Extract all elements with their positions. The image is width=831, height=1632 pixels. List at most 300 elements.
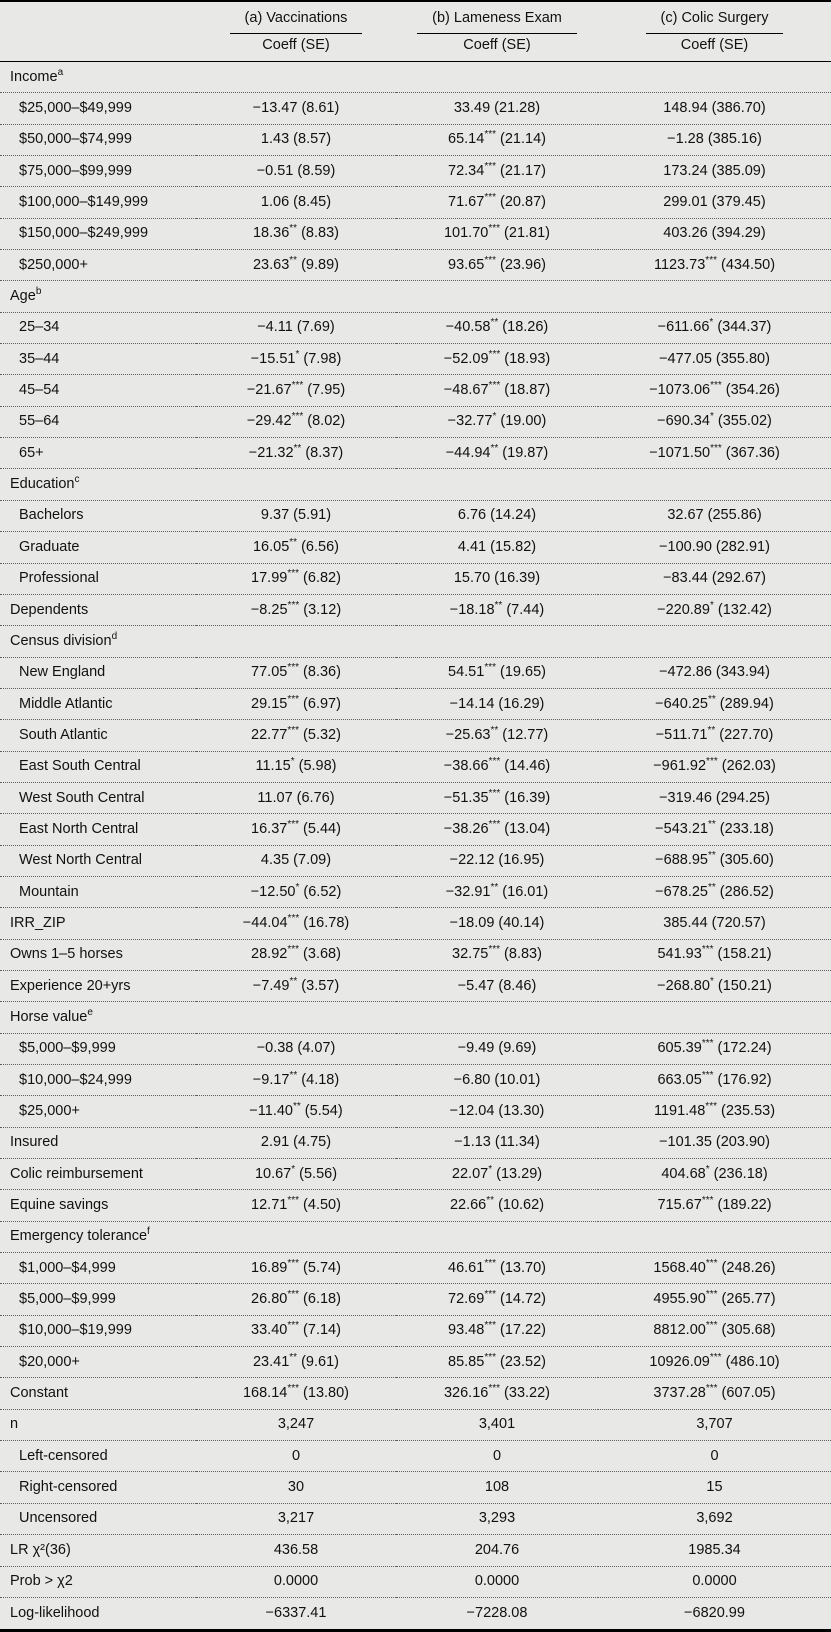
cell-value <box>598 250 831 281</box>
coefficient: −40.58 <box>445 319 491 336</box>
cell-value <box>396 657 598 688</box>
significance-stars: ** <box>707 725 716 737</box>
coefficient: 168.14 <box>242 1385 288 1402</box>
cell-value <box>396 1409 598 1440</box>
row-label: Bachelors <box>19 507 84 524</box>
coefficient: −44.94 <box>445 444 491 461</box>
row-label: Middle Atlantic <box>19 695 113 712</box>
coefficient: −961.92 <box>653 758 707 775</box>
standard-error: (305.60) <box>715 852 774 869</box>
standard-error: (8.83) <box>500 946 542 963</box>
cell-value <box>196 1253 396 1284</box>
standard-error: (5.56) <box>295 1165 338 1182</box>
table-row <box>0 970 831 1001</box>
standard-error: (8.57) <box>289 131 332 148</box>
cell-value <box>598 93 831 124</box>
coefficient: −1.13 <box>454 1134 491 1151</box>
coefficient: −18.18 <box>449 601 495 618</box>
cell-value <box>396 156 598 187</box>
coefficient: 16.37 <box>251 820 288 837</box>
standard-error: (3.12) <box>299 601 342 618</box>
standard-error: (17.22) <box>496 1322 546 1339</box>
significance-stars: ** <box>289 537 298 548</box>
standard-error: (189.22) <box>713 1197 772 1214</box>
standard-error: (6.52) <box>299 883 342 900</box>
table-row <box>0 688 831 719</box>
standard-error: (132.42) <box>713 601 772 618</box>
coefficient: 93.65 <box>448 256 485 273</box>
significance-stars: * <box>705 1163 710 1175</box>
cell-value <box>396 845 598 876</box>
table-row <box>0 344 831 375</box>
standard-error: (7.98) <box>299 350 342 367</box>
coefficient: −12.04 <box>449 1103 495 1120</box>
table-row <box>0 1441 831 1472</box>
row-label: Prob > χ2 <box>10 1573 73 1590</box>
standard-error: (486.10) <box>721 1353 780 1370</box>
cell-value <box>196 438 396 469</box>
row-label: $5,000–$9,999 <box>19 1291 116 1308</box>
coefficient: 0 <box>291 1447 301 1464</box>
coefficient: −6820.99 <box>684 1604 745 1621</box>
coefficient: 1568.40 <box>653 1259 706 1276</box>
standard-error: (150.21) <box>713 977 772 994</box>
standard-error: (176.92) <box>713 1071 772 1088</box>
significance-stars: *** <box>705 1289 718 1301</box>
row-label: Experience 20+yrs <box>10 977 131 994</box>
coefficient: 404.68 <box>661 1165 706 1182</box>
row-label: East North Central <box>19 820 139 837</box>
cell-value <box>196 1347 396 1378</box>
column-group-header <box>196 1 396 34</box>
cell-value <box>396 124 598 155</box>
table-row <box>0 1315 831 1346</box>
table-row <box>0 156 831 187</box>
cell-value <box>196 124 396 155</box>
cell-value <box>396 1535 598 1566</box>
significance-stars: *** <box>287 662 300 674</box>
row-label: Professional <box>19 570 99 587</box>
coefficient: −38.26 <box>443 820 489 837</box>
coefficient: 173.24 <box>663 162 708 179</box>
coefficient: 1191.48 <box>653 1103 706 1120</box>
cell-value <box>196 312 396 343</box>
significance-stars: *** <box>287 913 300 925</box>
row-label: $20,000+ <box>19 1353 80 1370</box>
significance-stars: ** <box>490 725 499 737</box>
cell-value <box>598 876 831 907</box>
cell-value <box>196 1472 396 1503</box>
significance-stars: *** <box>287 1195 300 1207</box>
table-row <box>0 1065 831 1096</box>
coefficient: −640.25 <box>655 695 708 712</box>
standard-error: (386.70) <box>707 100 766 117</box>
table-row <box>0 657 831 688</box>
standard-error: (7.09) <box>289 852 332 869</box>
cell-value <box>196 563 396 594</box>
coefficient: 1123.73 <box>653 256 706 273</box>
standard-error: (4.75) <box>289 1134 332 1151</box>
coefficient: 28.92 <box>251 946 288 963</box>
standard-error: (367.36) <box>721 444 780 461</box>
row-label: 25–34 <box>19 319 60 336</box>
significance-stars: ** <box>289 223 298 235</box>
coefficient: 3,707 <box>696 1416 733 1433</box>
cell-value <box>196 1441 396 1472</box>
standard-error: (18.93) <box>500 350 551 367</box>
cell-value <box>598 751 831 782</box>
coefficient: 16.05 <box>252 538 290 555</box>
cell-value <box>196 782 396 813</box>
cell-value <box>598 814 831 845</box>
coefficient: 385.44 <box>663 914 708 931</box>
coefficient: 17.99 <box>251 570 288 587</box>
significance-stars: ** <box>490 881 499 893</box>
standard-error: (7.95) <box>303 382 346 399</box>
coefficient: 85.85 <box>448 1353 485 1370</box>
section-superscript: c <box>74 474 80 486</box>
cell-value <box>196 1409 396 1440</box>
significance-stars: * <box>709 975 714 987</box>
standard-error: (6.76) <box>292 789 335 806</box>
row-label: New England <box>19 664 106 681</box>
significance-stars: *** <box>484 254 496 266</box>
standard-error: (354.26) <box>721 382 780 399</box>
significance-stars: ** <box>490 317 499 329</box>
cell-value <box>598 939 831 970</box>
significance-stars: *** <box>287 1383 300 1395</box>
cell-value <box>598 1065 831 1096</box>
table-row <box>0 563 831 594</box>
standard-error: (227.70) <box>715 726 774 743</box>
cell-value <box>598 1409 831 1440</box>
standard-error: (289.94) <box>715 695 774 712</box>
cell-value <box>396 782 598 813</box>
cell-value <box>598 156 831 187</box>
cell-value <box>196 156 396 187</box>
standard-error: (294.25) <box>711 789 770 806</box>
coefficient: 148.94 <box>663 100 708 117</box>
significance-stars: ** <box>289 254 298 266</box>
cell-value <box>196 1566 396 1597</box>
cell-value <box>196 814 396 845</box>
standard-error: (23.52) <box>496 1353 546 1370</box>
significance-stars: *** <box>488 819 501 831</box>
coefficient: −0.51 <box>256 162 294 179</box>
table-row <box>0 406 831 437</box>
coefficient: −21.32 <box>248 444 294 461</box>
cell-value <box>598 1127 831 1158</box>
cell-value <box>196 594 396 625</box>
standard-error: (16.29) <box>494 695 545 712</box>
cell-value <box>598 532 831 563</box>
cell-value <box>396 375 598 406</box>
row-label: West South Central <box>19 789 145 806</box>
significance-stars: *** <box>705 1383 718 1395</box>
cell-value <box>396 1472 598 1503</box>
coefficient: 0.0000 <box>474 1573 520 1590</box>
cell-value <box>396 250 598 281</box>
significance-stars: *** <box>488 380 501 392</box>
significance-stars: ** <box>707 881 716 893</box>
table-row <box>0 1535 831 1566</box>
row-label: Constant <box>10 1385 69 1402</box>
cell-value <box>396 406 598 437</box>
cell-value <box>598 1033 831 1064</box>
standard-error: (203.90) <box>711 1134 770 1151</box>
table-row <box>0 375 831 406</box>
standard-error: (607.05) <box>717 1385 776 1402</box>
standard-error: (235.53) <box>716 1103 776 1120</box>
significance-stars: *** <box>287 1257 300 1269</box>
table-row <box>0 93 831 124</box>
cell-value <box>396 1284 598 1315</box>
cell-value <box>396 876 598 907</box>
standard-error: (14.46) <box>500 758 551 775</box>
cell-value <box>598 1503 831 1534</box>
standard-error: (16.01) <box>498 883 549 900</box>
standard-error: (265.77) <box>717 1291 776 1308</box>
table-row <box>0 1159 831 1190</box>
standard-error: (13.04) <box>500 820 551 837</box>
table-row <box>0 218 831 249</box>
coefficient: 3,293 <box>478 1510 516 1527</box>
significance-stars: *** <box>488 944 501 956</box>
significance-stars: *** <box>488 787 501 799</box>
coefficient: −511.71 <box>655 726 708 743</box>
cell-value <box>396 312 598 343</box>
coefficient: −688.95 <box>655 852 708 869</box>
cell-value <box>196 532 396 563</box>
standard-error: (3.68) <box>299 946 341 963</box>
coefficient: 46.61 <box>448 1259 485 1276</box>
cell-value <box>598 406 831 437</box>
cell-value <box>196 1378 396 1409</box>
cell-value <box>396 939 598 970</box>
significance-stars: *** <box>701 1069 714 1081</box>
standard-error: (8.37) <box>301 444 344 461</box>
cell-value <box>598 218 831 249</box>
coefficient: −0.38 <box>256 1040 294 1057</box>
coefficient: 93.48 <box>448 1322 485 1339</box>
coefficient: −7.49 <box>252 977 290 994</box>
cell-value <box>598 970 831 1001</box>
cell-value <box>196 406 396 437</box>
coefficient: 16.89 <box>251 1259 288 1276</box>
significance-stars: * <box>709 411 714 423</box>
standard-error: (21.14) <box>496 131 546 148</box>
row-label: Dependents <box>10 601 89 618</box>
table-row <box>0 1127 831 1158</box>
standard-error: (20.87) <box>496 194 546 211</box>
coefficient: −83.44 <box>663 570 708 587</box>
significance-stars: *** <box>484 129 496 141</box>
significance-stars: * <box>291 1163 296 1175</box>
row-label: Owns 1–5 horses <box>10 946 123 963</box>
significance-stars: *** <box>287 693 300 705</box>
row-label: $25,000+ <box>19 1103 80 1120</box>
coefficient: −1.28 <box>667 131 704 148</box>
column-group-label: (c) Colic Surgery <box>646 8 784 34</box>
cell-value <box>598 1159 831 1190</box>
standard-error: (262.03) <box>717 758 776 775</box>
row-label: $50,000–$74,999 <box>19 131 132 148</box>
significance-stars: *** <box>705 1257 718 1269</box>
significance-stars: *** <box>484 160 496 172</box>
significance-stars: *** <box>701 1195 714 1207</box>
significance-stars: * <box>492 411 497 423</box>
row-label: Emergency tolerance$^f$ <box>10 1226 150 1245</box>
coefficient: −472.86 <box>659 664 712 681</box>
cell-value <box>598 1096 831 1127</box>
coefficient: −14.14 <box>449 695 495 712</box>
standard-error: (16.78) <box>299 914 350 931</box>
row-label: $150,000–$249,999 <box>19 225 149 242</box>
row-label: Left-censored <box>19 1447 108 1464</box>
coefficient: −22.12 <box>449 852 495 869</box>
significance-stars: *** <box>701 1038 714 1050</box>
cell-value <box>396 438 598 469</box>
coefficient: −477.05 <box>659 350 712 367</box>
coefficient: 22.07 <box>451 1165 489 1182</box>
standard-error: (16.39) <box>500 789 551 806</box>
cell-value <box>598 1190 831 1221</box>
cell-value <box>396 1190 598 1221</box>
cell-value <box>396 1566 598 1597</box>
table-body <box>0 62 831 1631</box>
significance-stars: *** <box>488 1383 501 1395</box>
significance-stars: *** <box>291 380 304 392</box>
standard-error: (248.26) <box>717 1259 776 1276</box>
table-row <box>0 187 831 218</box>
table-row <box>0 1503 831 1534</box>
standard-error: (385.09) <box>707 162 766 179</box>
row-label: Equine savings <box>10 1197 109 1214</box>
header-sub-row <box>0 34 831 62</box>
table-row <box>0 1347 831 1378</box>
table-row <box>0 124 831 155</box>
cell-value <box>196 845 396 876</box>
standard-error: (21.28) <box>490 100 541 117</box>
table-row <box>0 720 831 751</box>
standard-error: (379.45) <box>707 194 766 211</box>
cell-value <box>196 751 396 782</box>
coefficient: 11.07 <box>257 789 293 806</box>
coefficient: 30 <box>287 1479 305 1496</box>
significance-stars: *** <box>701 944 714 956</box>
table-row <box>0 1096 831 1127</box>
coefficient: 8812.00 <box>653 1322 706 1339</box>
standard-error: (3.57) <box>297 977 340 994</box>
cell-value <box>196 1597 396 1630</box>
section-superscript: e <box>87 1007 93 1019</box>
cell-value <box>396 1127 598 1158</box>
standard-error: (5.98) <box>294 758 337 775</box>
cell-value <box>396 1315 598 1346</box>
cell-value <box>196 876 396 907</box>
section-row <box>0 1002 831 1033</box>
coefficient: −319.46 <box>659 789 712 806</box>
row-label: IRR_ZIP <box>10 914 66 931</box>
significance-stars: ** <box>490 442 499 454</box>
standard-error: (16.39) <box>490 570 541 587</box>
significance-stars: ** <box>707 819 716 831</box>
coefficient: 3,401 <box>478 1416 516 1433</box>
coefficient: 1.43 <box>260 131 290 148</box>
coefficient: 32.75 <box>452 946 489 963</box>
row-label: Mountain <box>19 883 79 900</box>
cell-value <box>396 970 598 1001</box>
coefficient: 10926.09 <box>649 1353 710 1370</box>
cell-value <box>196 1503 396 1534</box>
cell-value <box>396 594 598 625</box>
cell-value <box>598 563 831 594</box>
standard-error: (6.18) <box>299 1291 341 1308</box>
section-superscript: f <box>147 1226 150 1238</box>
table-row <box>0 500 831 531</box>
cell-value <box>598 782 831 813</box>
coefficient: 204.76 <box>474 1541 520 1558</box>
coefficient: 436.58 <box>273 1541 319 1558</box>
table-row <box>0 1284 831 1315</box>
cell-value <box>598 1441 831 1472</box>
cell-value <box>598 438 831 469</box>
standard-error: (16.95) <box>494 852 545 869</box>
coefficient: −6337.41 <box>265 1604 327 1621</box>
standard-error: (7.14) <box>299 1322 341 1339</box>
section-row <box>0 626 831 657</box>
row-label: $10,000–$24,999 <box>19 1071 132 1088</box>
coefficient: −25.63 <box>445 726 491 743</box>
standard-error: (282.91) <box>711 538 770 555</box>
coefficient: 23.63 <box>252 256 290 273</box>
cell-value <box>196 1159 396 1190</box>
significance-stars: ** <box>289 1351 298 1363</box>
significance-stars: ** <box>707 693 716 705</box>
cell-value <box>598 1535 831 1566</box>
row-label: Horse value$^e$ <box>10 1007 93 1025</box>
standard-error: (6.56) <box>297 538 339 555</box>
table-row <box>0 1378 831 1409</box>
standard-error: (385.16) <box>703 131 762 148</box>
row-label: $75,000–$99,999 <box>19 162 132 179</box>
significance-stars: * <box>488 1163 493 1175</box>
cell-value <box>396 1347 598 1378</box>
cell-value <box>598 1378 831 1409</box>
standard-error: (343.94) <box>711 664 770 681</box>
standard-error: (9.69) <box>494 1040 537 1057</box>
standard-error: (5.91) <box>289 507 332 524</box>
significance-stars: *** <box>710 442 722 454</box>
coefficient: 403.26 <box>663 225 708 242</box>
column-group-header <box>598 1 831 34</box>
coefficient: 15 <box>706 1479 723 1496</box>
coefficient: 715.67 <box>657 1197 702 1214</box>
standard-error: (4.07) <box>293 1040 336 1057</box>
row-label: Log-likelihood <box>10 1604 100 1621</box>
coefficient: −611.66 <box>657 319 710 336</box>
standard-error: (19.00) <box>496 413 547 430</box>
cell-value <box>196 218 396 249</box>
standard-error: (11.34) <box>490 1134 540 1151</box>
coefficient: 108 <box>484 1479 510 1496</box>
standard-error: (21.17) <box>496 162 546 179</box>
standard-error: (305.68) <box>717 1322 776 1339</box>
coefficient: −13.47 <box>252 100 298 117</box>
significance-stars: *** <box>287 944 300 956</box>
significance-stars: *** <box>706 756 718 768</box>
row-label: Education$^c$ <box>10 474 80 493</box>
